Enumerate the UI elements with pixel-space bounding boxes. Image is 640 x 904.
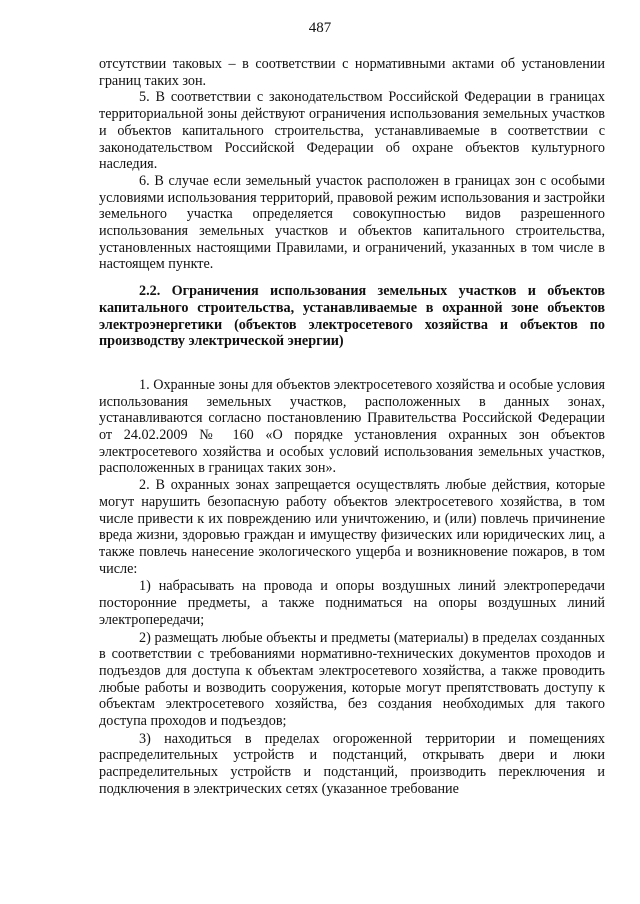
document-body — [99, 56, 605, 798]
page-number: 487 — [308, 20, 332, 36]
paragraph-item-5: 5. В соответствии с законодательством Российской Федерации в границах территориальной зоны действуют ограничения использования земельных участков и объектов капитального строительства, устанавливаемые в соответствии с законодательством Российской Федерации об охране объектов культурного наследия. — [99, 89, 605, 173]
list-item-2: 2) размещать любые объекты и предметы (материалы) в пределах созданных в соответствии с требованиями нормативно-технических документов проходов и подъездов для доступа к объектам электросетевого хозяйства, а также проводить любые работы и возводить сооружения, которые могут препятствовать доступу к объектам электросетевого хозяйства, без создания необходимых для такого доступа проходов и подъездов; — [99, 629, 605, 730]
paragraph-continuation: отсутствии таковых – в соответствии с нормативными актами об установлении границ таких зон. — [99, 56, 605, 89]
list-item-1: 1) набрасывать на провода и опоры воздушных линий электропередачи посторонние предметы, а также подниматься на опоры воздушных линий электропередачи; — [99, 578, 605, 628]
paragraph-item-2: 2. В охранных зонах запрещается осуществлять любые действия, которые могут нарушить безопасную работу объектов электросетевого хозяйства, в том числе привести к их повреждению или уничтожению, и (или) повлечь причинение вреда жизни, здоровью граждан и имуществу физических или юридических лиц, а также повлечь нанесение экологического ущерба и возникновение пожаров, в том числе: — [99, 477, 605, 577]
paragraph-item-6: 6. В случае если земельный участок расположен в границах зон с особыми условиями использования территорий, правовой режим использования и застройки земельного участка определяется совокупностью видов разрешенного использования земельных участков и объектов капитального строительства, установленных настоящими Правилами, и ограничений, указанных в том числе в настоящем пункте. — [99, 172, 605, 273]
paragraph-item-1: 1. Охранные зоны для объектов электросетевого хозяйства и особые условия использования земельных участков, расположенных в данных зонах, устанавливаются согласно постановлению Правительства Российской Федерации от 24.02.2009 № 160 «О порядке установления охранных зон объектов электросетевого хозяйства и особых условий использования земельных участков, расположенных в границах таких зон». — [99, 376, 605, 477]
section-heading: 2.2. Ограничения использования земельных участков и объектов капитального строительства, устанавливаемые в охранной зоне объектов электроэнергетики (объектов электросетевого хозяйства и объектов по производству электрической энергии) — [99, 283, 605, 350]
list-item-3: 3) находиться в пределах огороженной территории и помещениях распределительных устройств и подстанций, открывать двери и люки распределительных устройств и подстанций, производить переключения и подключения в электрических сетях (указанное требование — [99, 730, 605, 797]
